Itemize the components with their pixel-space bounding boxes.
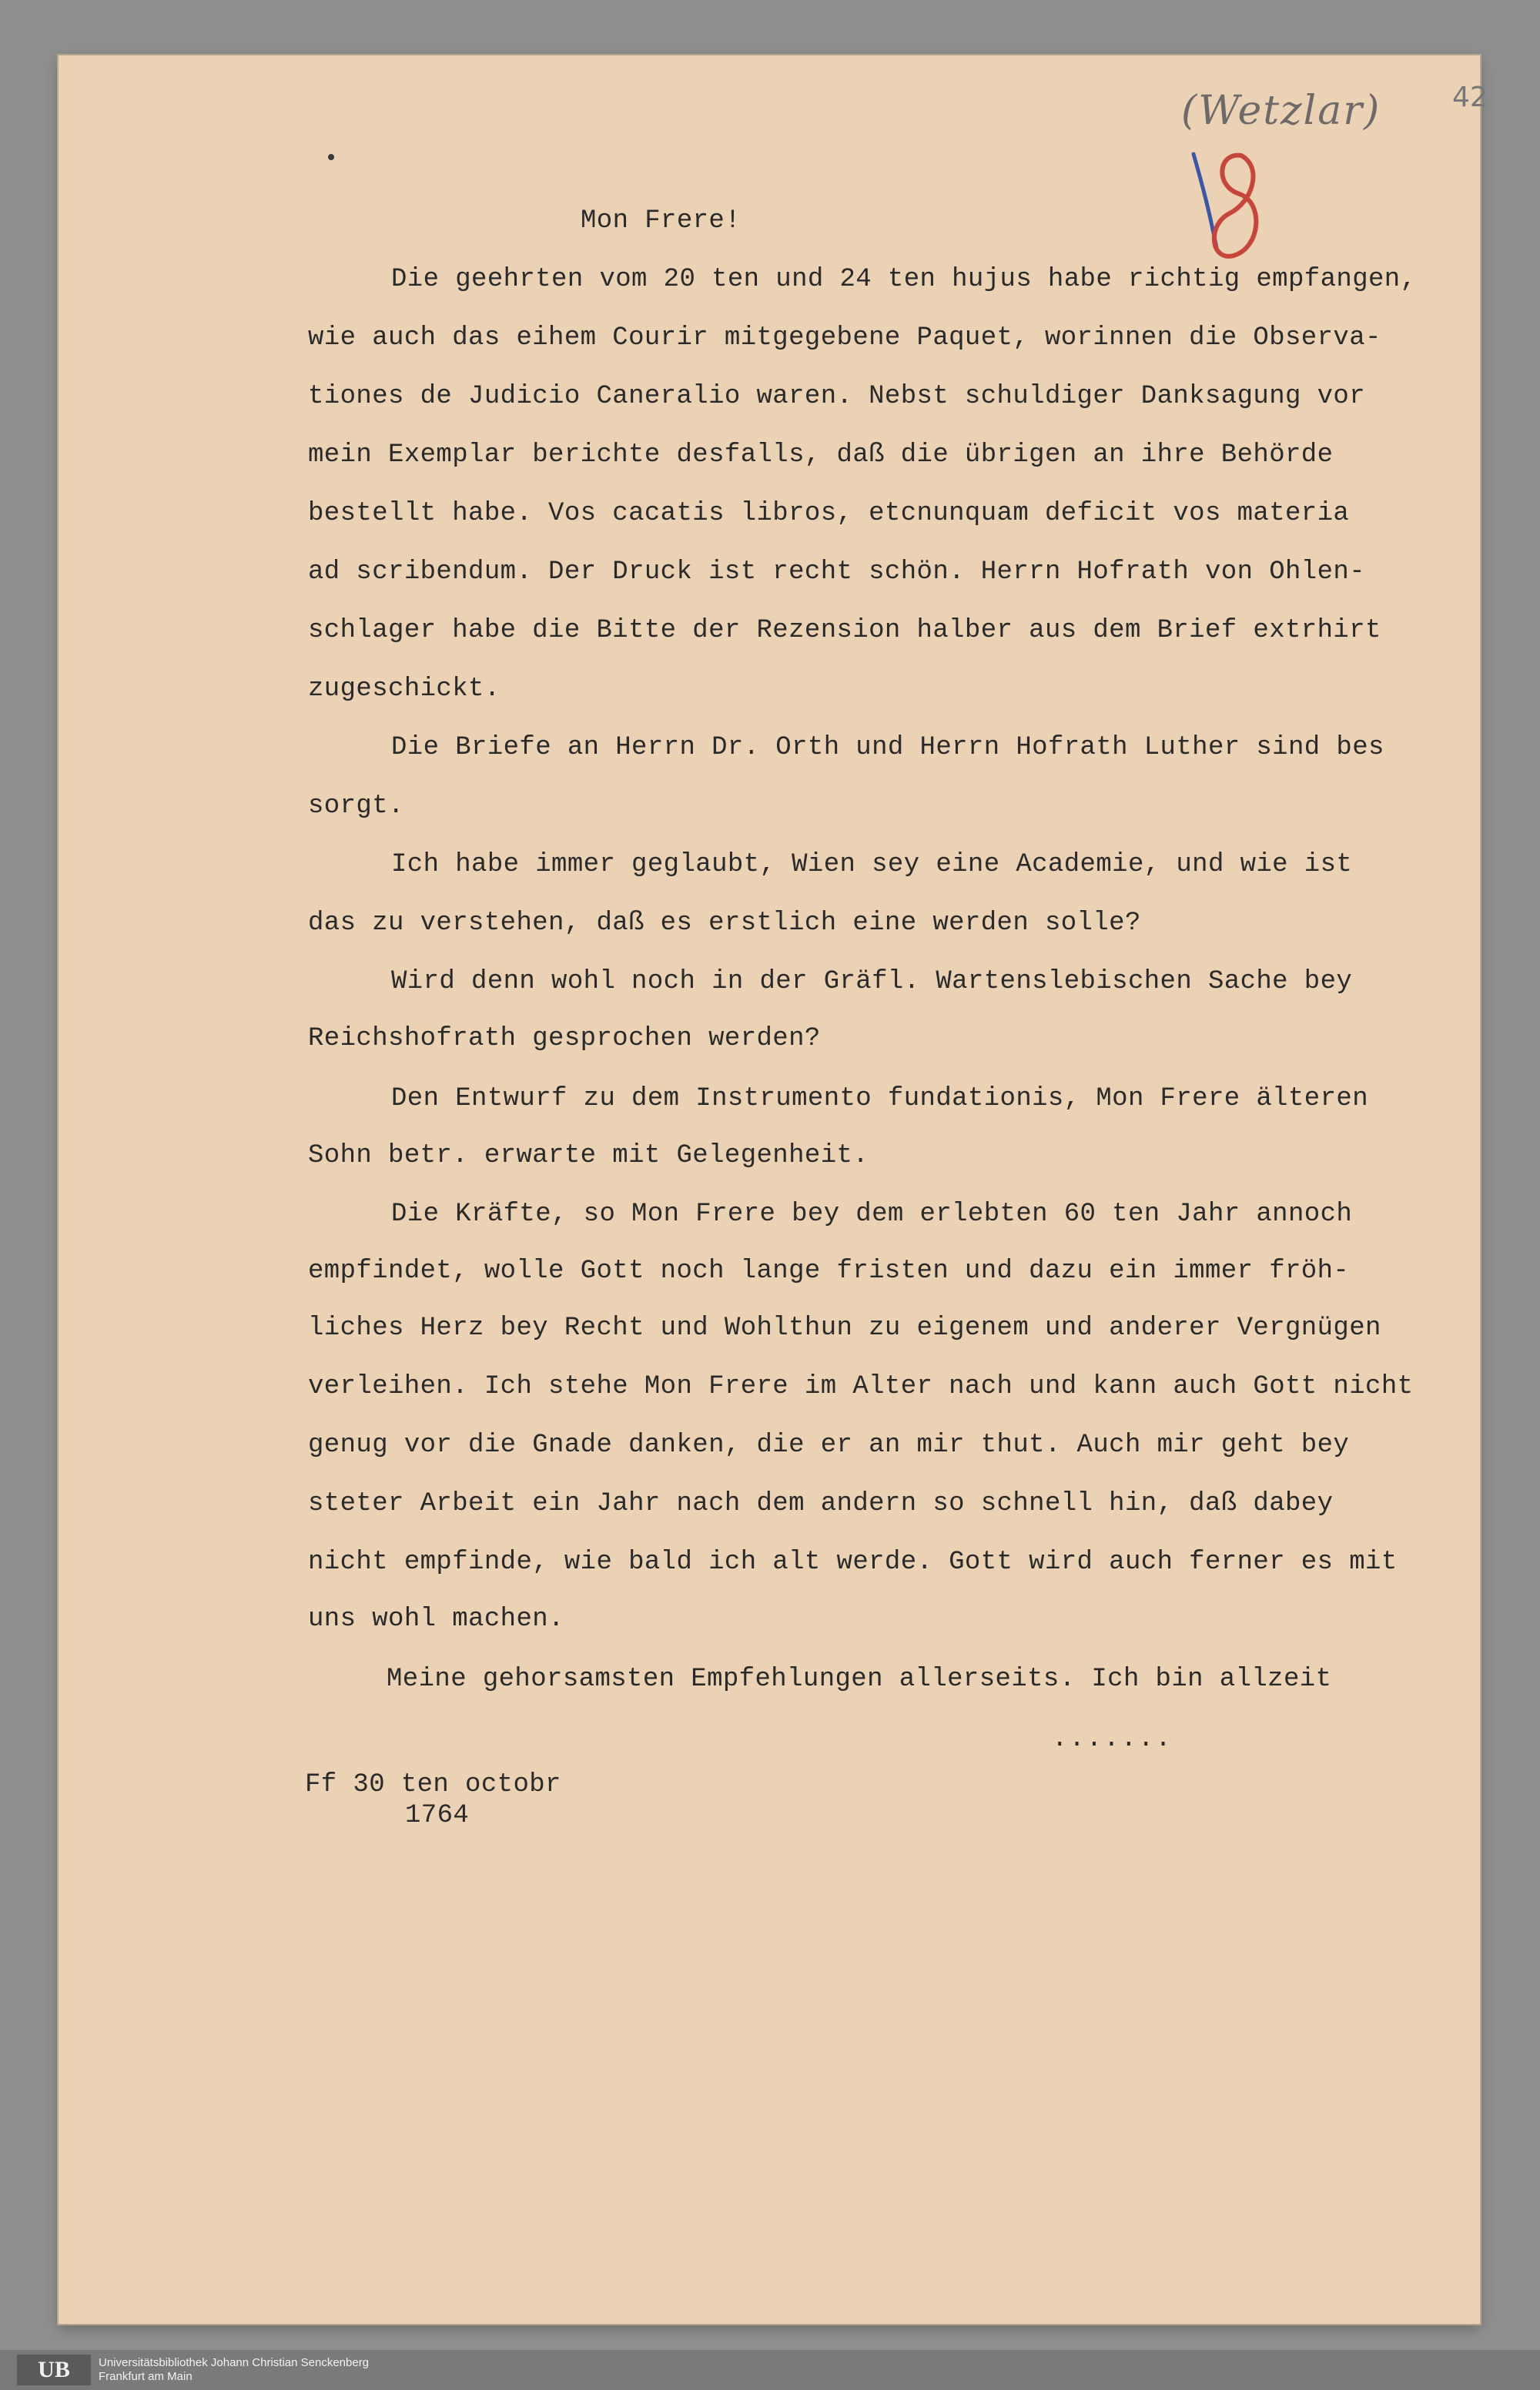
- body-line: das zu verstehen, daß es erstlich eine werden solle?: [308, 909, 1141, 938]
- body-line: tiones de Judicio Caneralio waren. Nebst schuldiger Danksagung vor: [308, 382, 1366, 411]
- body-line: wie auch das eihem Courir mitgegebene Paquet, worinnen die Observa-: [308, 323, 1381, 353]
- body-line: nicht empfinde, wie bald ich alt werde. Gott wird auch ferner es mit: [308, 1548, 1398, 1577]
- body-line: uns wohl machen.: [308, 1605, 564, 1634]
- library-name: Universitätsbibliothek Johann Christian Senckenberg: [99, 2356, 370, 2369]
- body-line: liches Herz bey Recht und Wohlthun zu eigenem und anderer Vergnügen: [308, 1314, 1381, 1343]
- library-location: Frankfurt am Main: [99, 2370, 192, 2383]
- date-block: [305, 1769, 561, 1831]
- body-line: Den Entwurf zu dem Instrumento fundationis, Mon Frere älteren: [391, 1084, 1369, 1113]
- body-line: Sohn betr. erwarte mit Gelegenheit.: [308, 1141, 869, 1170]
- body-line: Ich habe immer geglaubt, Wien sey eine Academie, und wie ist: [391, 850, 1353, 879]
- body-line: bestellt habe. Vos cacatis libros, etcnunquam deficit vos materia: [308, 499, 1350, 528]
- body-line: Reichshofrath gesprochen werden?: [308, 1024, 821, 1053]
- ub-logo: UB: [17, 2355, 91, 2385]
- body-line: Meine gehorsamsten Empfehlungen allerseits. Ich bin allzeit: [387, 1665, 1332, 1694]
- letter-text: [59, 55, 1480, 2324]
- body-line: sorgt.: [308, 792, 404, 821]
- document-page: [59, 55, 1488, 2324]
- body-line: zugeschickt.: [308, 674, 500, 704]
- salutation: Mon Frere!: [581, 206, 742, 236]
- body-line: Die Briefe an Herrn Dr. Orth und Herrn Hofrath Luther sind bes: [391, 733, 1384, 762]
- body-line: mein Exemplar berichte desfalls, daß die übrigen an ihre Behörde: [308, 440, 1334, 470]
- closing-dots: .......: [1052, 1725, 1173, 1754]
- body-line: ad scribendum. Der Druck ist recht schön. Herrn Hofrath von Ohlen-: [308, 557, 1366, 587]
- folio-number: 42: [1452, 82, 1488, 113]
- pencil-annotation: (Wetzlar): [1181, 88, 1381, 134]
- body-line: Die Kräfte, so Mon Frere bey dem erlebten 60 ten Jahr annoch: [391, 1200, 1353, 1229]
- date-line: Ff 30 ten octobr: [305, 1770, 561, 1799]
- body-line: schlager habe die Bitte der Rezension halber aus dem Brief extrhirt: [308, 616, 1381, 645]
- footer-text: [99, 2356, 369, 2384]
- body-line: verleihen. Ich stehe Mon Frere im Alter nach und kann auch Gott nicht: [308, 1372, 1414, 1401]
- library-footer: [0, 2350, 1540, 2390]
- body-line: Wird denn wohl noch in der Gräfl. Wartenslebischen Sache bey: [391, 967, 1353, 996]
- body-line: genug vor die Gnade danken, die er an mir thut. Auch mir geht bey: [308, 1431, 1350, 1460]
- year-line: 1764: [405, 1801, 470, 1830]
- body-line: steter Arbeit ein Jahr nach dem andern so schnell hin, daß dabey: [308, 1489, 1334, 1518]
- body-line: empfindet, wolle Gott noch lange fristen und dazu ein immer fröh-: [308, 1257, 1350, 1286]
- body-line: Die geehrten vom 20 ten und 24 ten hujus habe richtig empfangen,: [391, 265, 1417, 294]
